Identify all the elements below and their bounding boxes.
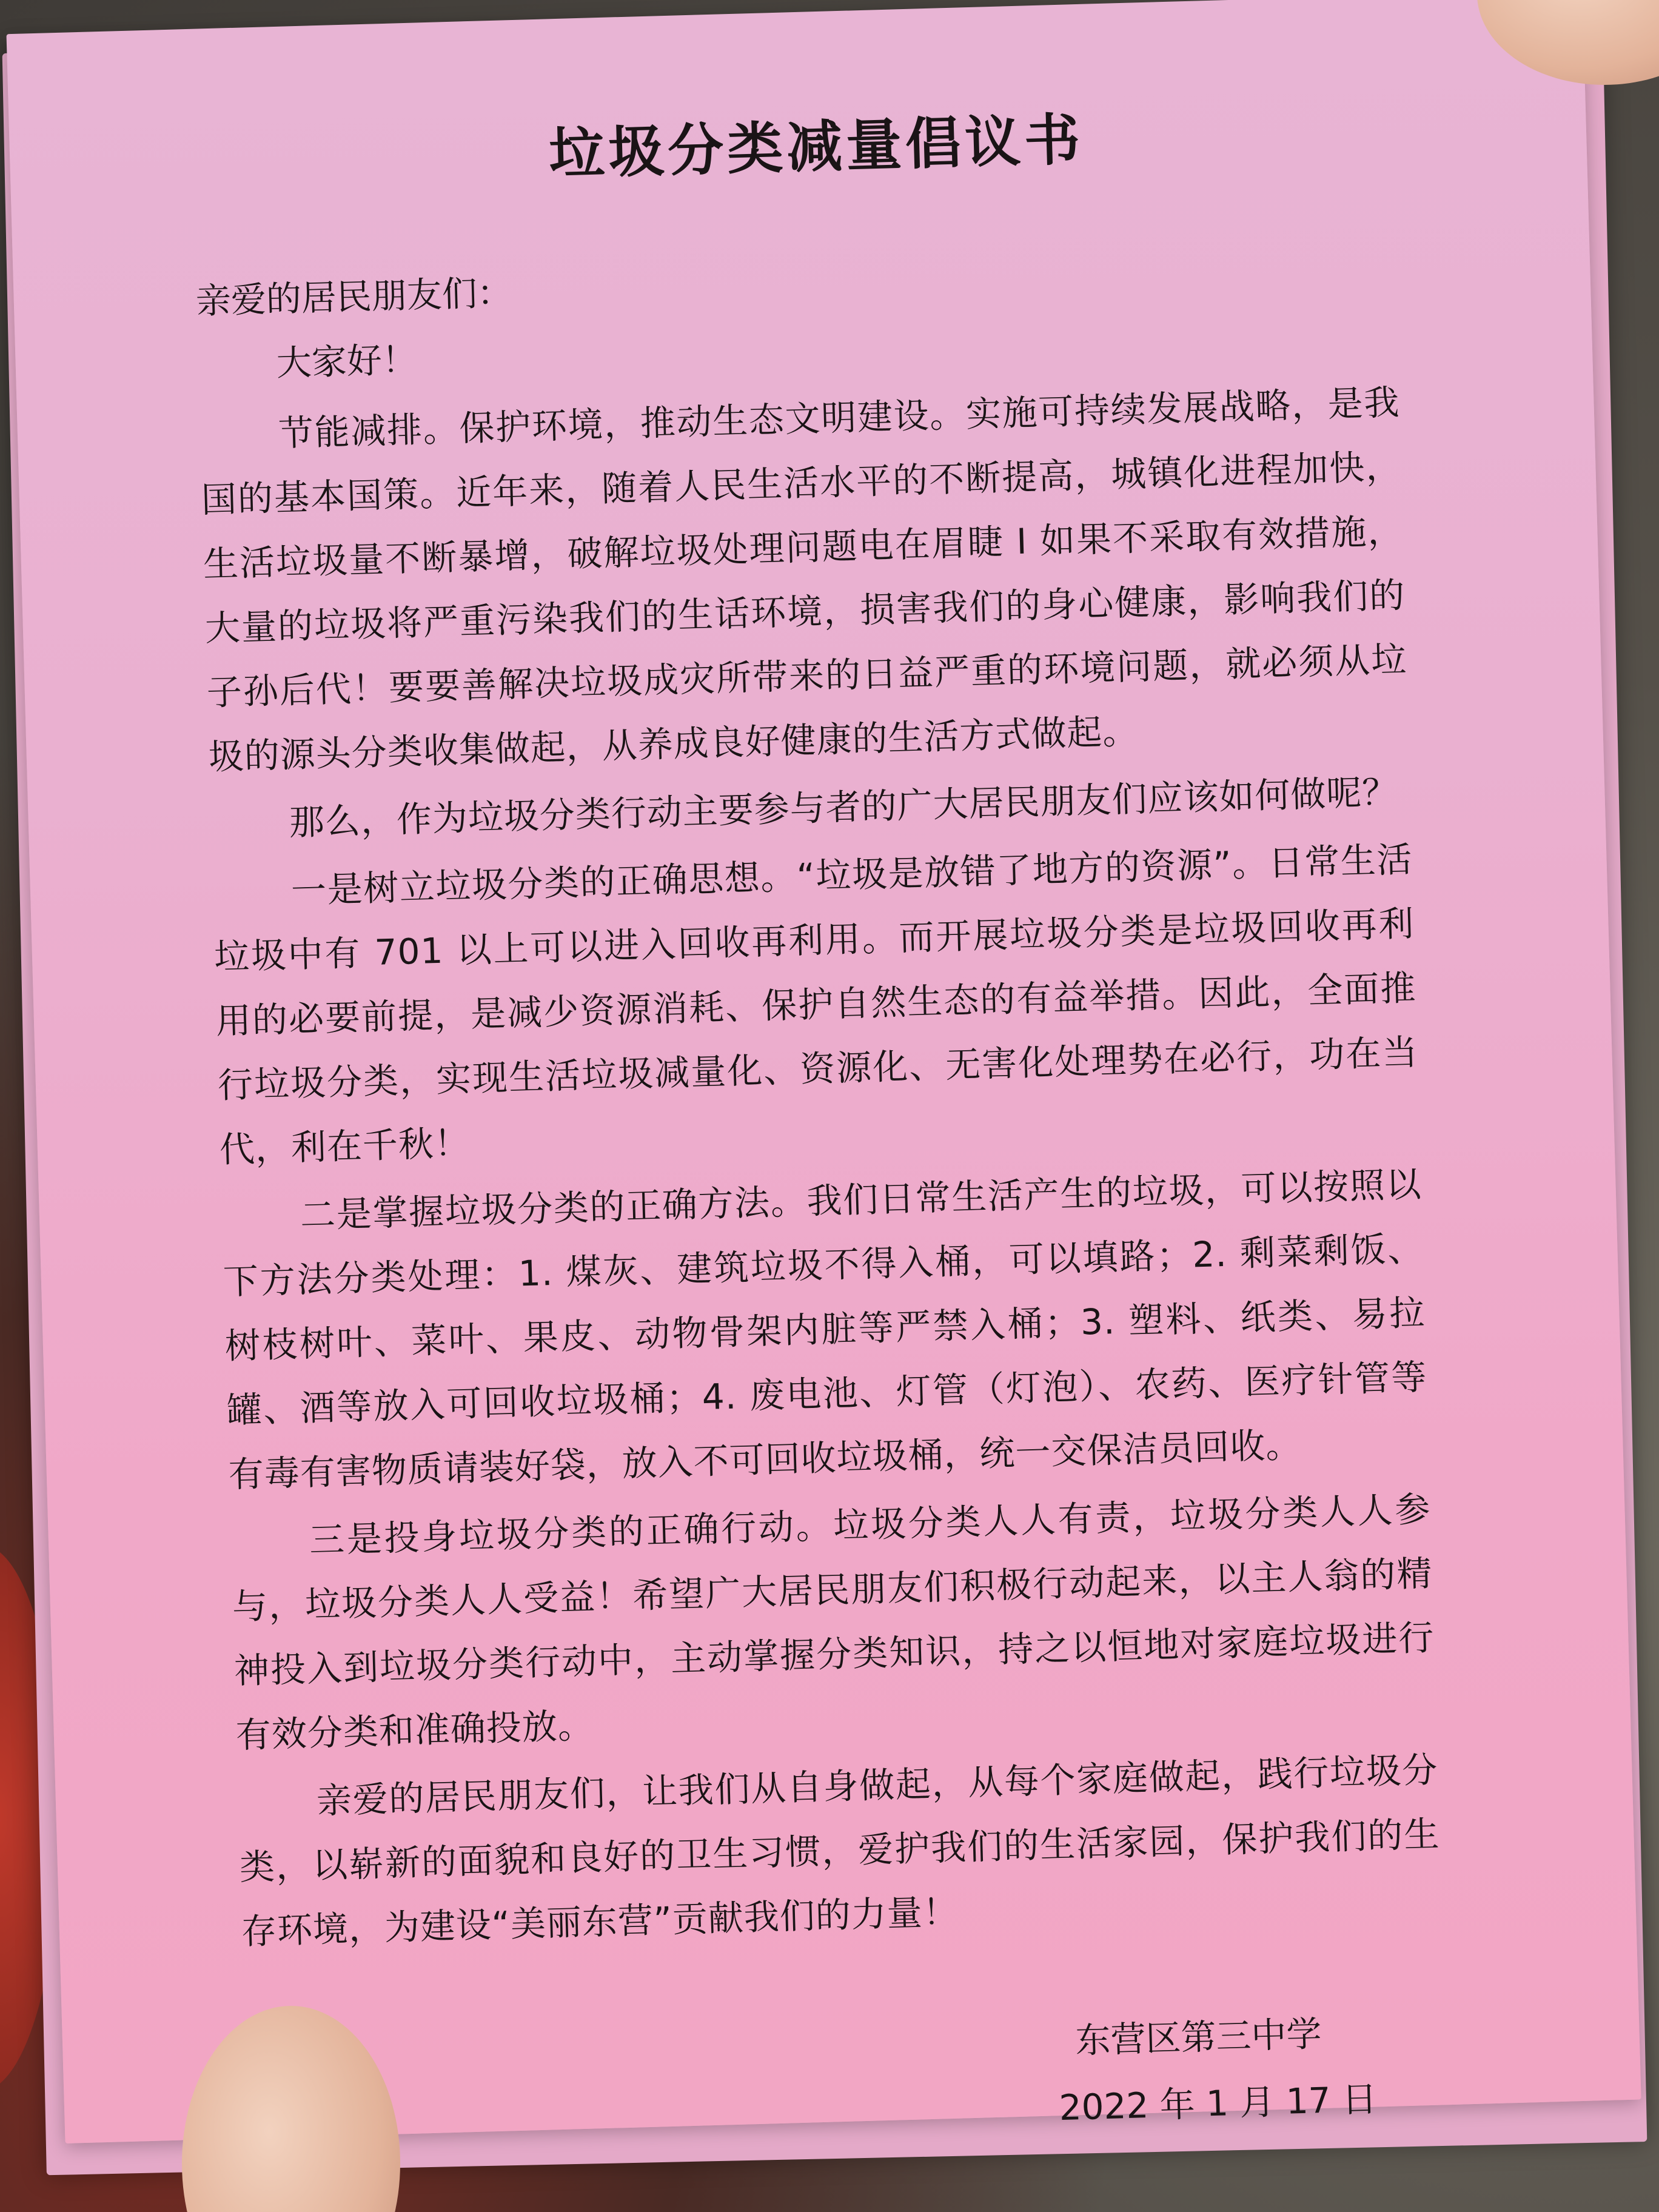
- greeting: 大家好！: [275, 338, 418, 384]
- signature-block: [1056, 1997, 1448, 2141]
- proposal-sheet: [7, 0, 1641, 2143]
- paragraph-action: 三是投身垃圾分类的正确行动。垃圾分类人人有责，垃圾分类人人参与，垃圾分类人人受益！希望广大居民朋友们积极行动起来，以主人翁的精神投入到垃圾分类行动中，主动掌握分类知识，持之以恒地对家庭垃圾进行有效分类和准确投放。: [232, 1488, 1435, 1756]
- paragraph-thought: 一是树立垃圾分类的正确思想。“垃圾是放错了地方的资源”。日常生活垃圾中有 701 以上可以进入回收再利用。而开展垃圾分类是垃圾回收再利用的必要前提，是减少资源消耗、保护自然生态的有益举措。因此，全面推行垃圾分类，实现生活垃圾减量化、资源化、无害化处理势在必行，功在当代，利在千秋！: [213, 839, 1419, 1171]
- paragraph-method: 二是掌握垃圾分类的正确方法。我们日常生活产生的垃圾，可以按照以下方法分类处理：1. 煤灰、建筑垃圾不得入桶，可以填路；2. 剩菜剩饭、树枝树叶、菜叶、果皮、动物骨架内脏等严禁入桶；3. 塑料、纸类、易拉罐、酒等放入可回收垃圾桶；4. 废电池、灯管（灯泡）、农药、医疗针管等有毒有害物质请装好袋，放入不可回收垃圾桶，统一交保洁员回收。: [223, 1163, 1428, 1495]
- paragraph-closing: 亲爱的居民朋友们，让我们从自身做起，从每个家庭做起，践行垃圾分类，以崭新的面貌和良好的卫生习惯，爱护我们的生活家园，保护我们的生存环境，为建设“美丽东营”贡献我们的力量！: [239, 1749, 1441, 1952]
- signature-school: 东营区第三中学: [1074, 2013, 1322, 2062]
- salutation: 亲爱的居民朋友们：: [195, 272, 513, 322]
- document-content: [191, 87, 1448, 2164]
- document-title: 垃圾分类减量倡议书: [548, 107, 1085, 187]
- paragraph-question: 那么，作为垃圾分类行动主要参与者的广大居民朋友们应该如何做呢？: [289, 771, 1399, 843]
- paragraph-intro: 节能减排。保护环境，推动生态文明建设。实施可持续发展战略，是我国的基本国策。近年来，随着人民生活水平的不断提高，城镇化进程加快，生活垃圾量不断暴增，破解垃圾处理问题电在眉睫 I 如果不采取有效措施，大量的垃圾将严重污染我们的生话环境，损害我们的身心健康，影响我们的子孙后代！要要善解决垃圾成灾所带来的日益严重的环境问题，就必须从垃圾的源头分类收集做起，从养成良好健康的生活方式做起。: [201, 381, 1408, 778]
- signature-date: 2022 年 1 月 17 日: [1058, 2078, 1378, 2129]
